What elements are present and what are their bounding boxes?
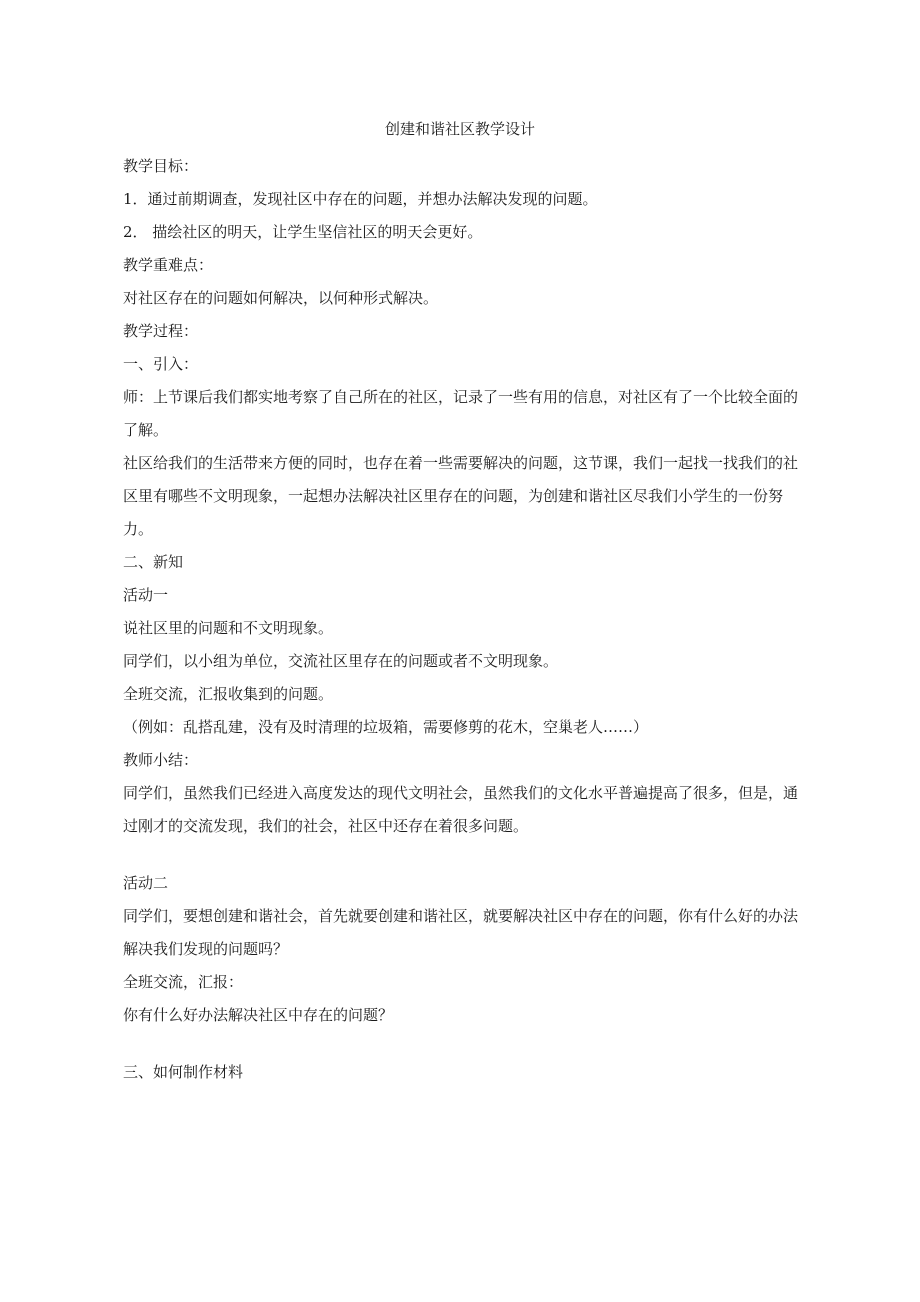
activity-2-heading: 活动二 — [123, 874, 169, 892]
activity-1-topic: 说社区里的问题和不文明现象。 — [123, 619, 334, 637]
subheading-making-materials: 三、如何制作材料 — [123, 1063, 244, 1081]
activity-2-question: 同学们，要想创建和谐社会，首先就要创建和谐社区，就要解决社区中存在的问题，你有什么好的办法解决我们发现的问题吗？ — [123, 907, 799, 958]
section-heading-objectives: 教学目标： — [123, 157, 199, 175]
section-heading-process: 教学过程： — [123, 322, 199, 340]
blank-line — [123, 843, 803, 867]
activity-1-class-report: 全班交流，汇报收集到的问题。 — [123, 685, 334, 703]
activity-1-examples: （例如：乱搭乱建，没有及时清理的垃圾箱，需要修剪的花木，空巢老人……） — [123, 718, 649, 736]
paragraph-teacher-intro: 师：上节课后我们都实地考察了自己所在的社区，记录了一些有用的信息，对社区有了一个比较全面的了解。 — [123, 388, 799, 439]
key-points-text: 对社区存在的问题如何解决，以何种形式解决。 — [123, 289, 439, 307]
objective-item-2: 2． 描绘社区的明天，让学生坚信社区的明天会更好。 — [123, 223, 483, 241]
activity-1-heading: 活动一 — [123, 586, 169, 604]
subheading-introduction: 一、引入： — [123, 355, 199, 373]
blank-line — [123, 1032, 803, 1056]
paragraph-community-problems: 社区给我们的生活带来方便的同时，也存在着一些需要解决的问题，这节课，我们一起找一找我们的社区里有哪些不文明现象，一起想办法解决社区里存在的问题，为创建和谐社区尽我们小学生的一份努力。 — [123, 454, 799, 538]
teacher-summary-heading: 教师小结： — [123, 751, 199, 769]
document-title: 创建和谐社区教学设计 — [384, 120, 535, 138]
document-body — [123, 150, 803, 1089]
activity-1-group-discussion: 同学们，以小组为单位，交流社区里存在的问题或者不文明现象。 — [123, 652, 559, 670]
subheading-new-knowledge: 二、新知 — [123, 553, 184, 571]
objective-item-1: 1．通过前期调查，发现社区中存在的问题，并想办法解决发现的问题。 — [123, 190, 598, 208]
activity-2-prompt: 你有什么好办法解决社区中存在的问题？ — [123, 1006, 394, 1024]
teacher-summary-text: 同学们，虽然我们已经进入高度发达的现代文明社会，虽然我们的文化水平普遍提高了很多，但是，通过刚才的交流发现，我们的社会，社区中还存在着很多问题。 — [123, 784, 799, 835]
activity-2-class-report: 全班交流，汇报： — [123, 973, 244, 991]
section-heading-key-points: 教学重难点： — [123, 256, 214, 274]
